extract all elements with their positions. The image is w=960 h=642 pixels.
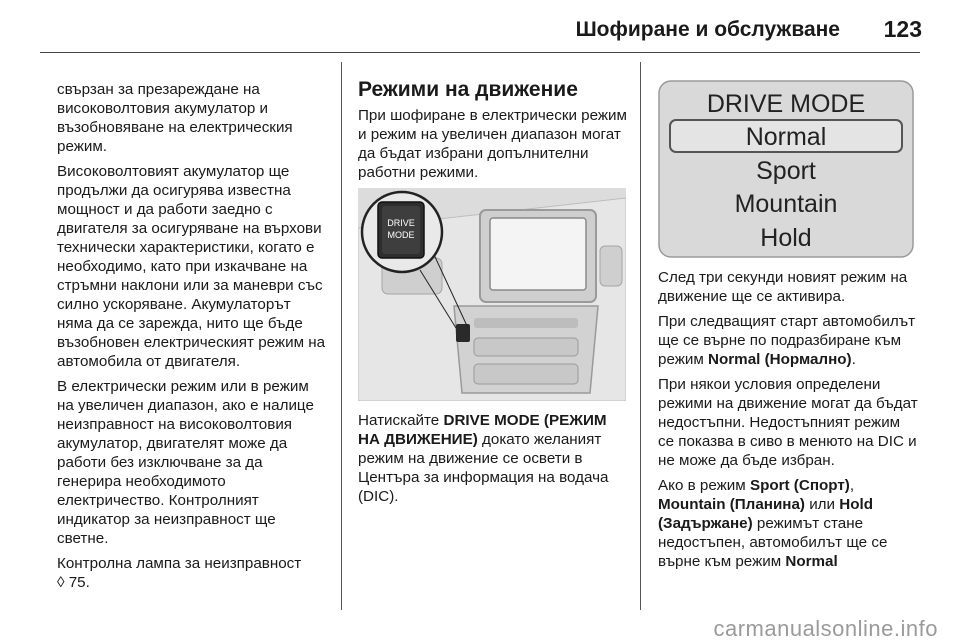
display-title: DRIVE MODE: [706, 90, 866, 118]
paragraph: След три секунди новият режим на движение ще се активира.: [658, 269, 908, 305]
drive-mode-display-illustration: [658, 80, 914, 258]
display-option-normal: Normal: [745, 123, 827, 151]
display-option-sport: Sport: [756, 157, 816, 185]
paragraph: Ако в режим Sport (Спорт), Mountain (Планина) или Hold (Задържане) режимът стане недостъпен, автомобилът ще се върне към режим Normal: [658, 477, 888, 570]
paragraph-reference: [57, 554, 329, 592]
page-reference-number: 75.: [64, 574, 90, 591]
paragraph: При шофиране в електрически режим и режим на увеличен диапазон могат да бъдат избрани допълнителни работни режими.: [358, 107, 627, 181]
page-header-title: Шофиране и обслужване: [575, 18, 840, 41]
page-reference-arrow-icon: ◊: [57, 574, 65, 591]
paragraph: При следващият старт автомобилът ще се върне по подразбиране към режим Normal (Нормално).: [658, 313, 916, 368]
column-3: [658, 80, 920, 577]
paragraph: Високоволтовият акумулатор ще продължи да осигурява известна мощност и да работи заедно с двигателя за осигуряване на върхови технически характеристики, когато е необходимо, като при изкачване на стръмни наклони или за маневри със силно ускоряване. Акумулаторът няма да се зарежда, нито ще бъде възобновен електрическият режим на автомобила от двигателя.: [57, 163, 326, 370]
paragraph: В електрически режим или в режим на увеличен диапазон, ако е налице неизправност на високоволтовия акумулатор, двигателят може да работи без изключване за да генерира необходимото електричество. Контролният индикатор за неизправност ще светне.: [57, 378, 314, 547]
header-divider: [40, 52, 920, 53]
column-2: [358, 78, 630, 512]
column-divider-1: [341, 62, 342, 610]
page-number: 123: [883, 16, 922, 42]
paragraph: свързан за презареждане на високоволтовия акумулатор и възобновяване на електрическия режим.: [57, 81, 293, 155]
dashboard-illustration: [358, 188, 626, 401]
drive-mode-button-label-1: DRIVE: [387, 218, 415, 228]
paragraph: При някои условия определени режими на движение могат да бъдат недостъпни. Недостъпният режим се показва в сиво в менюто на DIC и не може да бъде избран.: [658, 376, 918, 469]
watermark: carmanualsonline.info: [713, 616, 938, 641]
display-option-mountain: Mountain: [734, 190, 838, 218]
column-1: [57, 80, 329, 598]
display-option-hold: Hold: [760, 224, 812, 252]
drive-mode-button-label-2: MODE: [387, 230, 415, 240]
column-divider-2: [640, 62, 641, 610]
drive-mode-button-name: DRIVE MODE (РЕЖИМ НА ДВИЖЕНИЕ): [358, 412, 607, 448]
figure-caption: Натискайте DRIVE MODE (РЕЖИМ НА ДВИЖЕНИЕ) докато желаният режим на движение се освети в Центъра за информация на водача (DIC).: [358, 412, 609, 505]
section-heading: Режими на движение: [358, 78, 578, 101]
paragraph-text: Контролна лампа за неизправност: [57, 555, 302, 572]
